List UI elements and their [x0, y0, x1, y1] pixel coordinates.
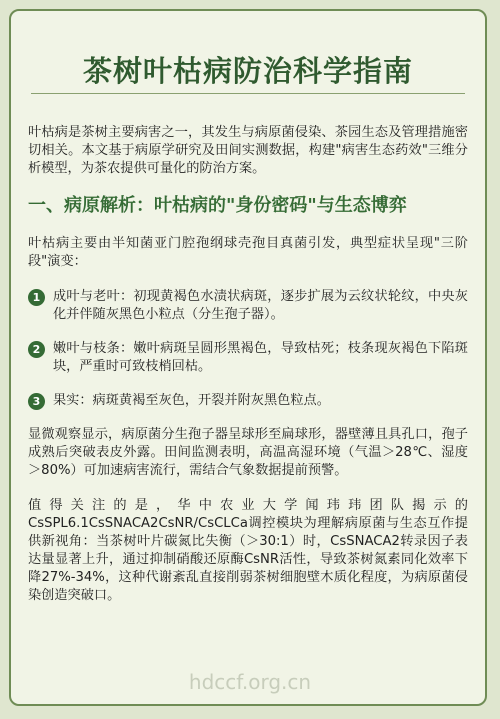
intro-paragraph: 叶枯病是茶树主要病害之一，其发生与病原菌侵染、茶园生态及管理措施密切相关。本文基于病原学研究及田间实测数据，构建"病害生态药效"三维分析模型，为茶农提供可量化的防治方案。	[28, 125, 468, 176]
section-lead: 叶枯病主要由半知菌亚门腔孢纲球壳孢目真菌引发，典型症状呈现"三阶段"演变：	[28, 236, 468, 269]
site-watermark: hdccf.org.cn	[188, 670, 312, 694]
symptom-text: 成叶与老叶：初现黄褐色水渍状病斑，逐步扩展为云纹状轮纹，中央灰化并伴随灰黑色小粒点（分生孢子器）。	[53, 289, 468, 322]
symptom-text: 嫩叶与枝条：嫩叶病斑呈圆形黑褐色，导致枯死；枝条现灰褐色下陷斑块，严重时可致枝梢回枯。	[53, 341, 468, 374]
title-divider	[31, 93, 465, 94]
symptom-item-3	[28, 392, 468, 410]
microscopy-paragraph: 显微观察显示，病原菌分生孢子器呈球形至扁球形，器壁薄且具孔口，孢子成熟后突破表皮外露。田间监测表明，高温高湿环境（气温＞28℃、湿度＞80%）可加速病害流行，需结合气象数据提前预警。	[28, 427, 468, 478]
article-body	[28, 124, 468, 605]
number-badge-icon: 1	[28, 289, 45, 306]
research-paragraph: 值得关注的是，华中农业大学闻玮玮团队揭示的CsSPL6.1CsSNACA2CsNR/CsCLCa调控模块为理解病原菌与生态互作提供新视角：当茶树叶片碳氮比失衡（＞30:1）时，CsSNACA2转录因子表达量显著上升，通过抑制硝酸还原酶CsNR活性，导致茶树氮素同化效率下降27%-34%，这种代谢紊乱直接削弱茶树细胞壁木质化程度，为病原菌侵染创造突破口。	[28, 498, 468, 603]
title-block	[11, 11, 485, 101]
symptom-text: 果实：病斑黄褐至灰色，开裂并附灰黑色粒点。	[53, 393, 330, 408]
page-title: 茶树叶枯病防治科学指南	[82, 54, 413, 88]
number-badge-icon: 3	[28, 393, 45, 410]
symptom-item-2	[28, 340, 468, 376]
section-heading: 一、病原解析：叶枯病的"身份密码"与生态博弈	[28, 195, 407, 216]
symptom-item-1	[28, 288, 468, 324]
number-badge-icon: 2	[28, 341, 45, 358]
guide-card	[9, 9, 487, 706]
